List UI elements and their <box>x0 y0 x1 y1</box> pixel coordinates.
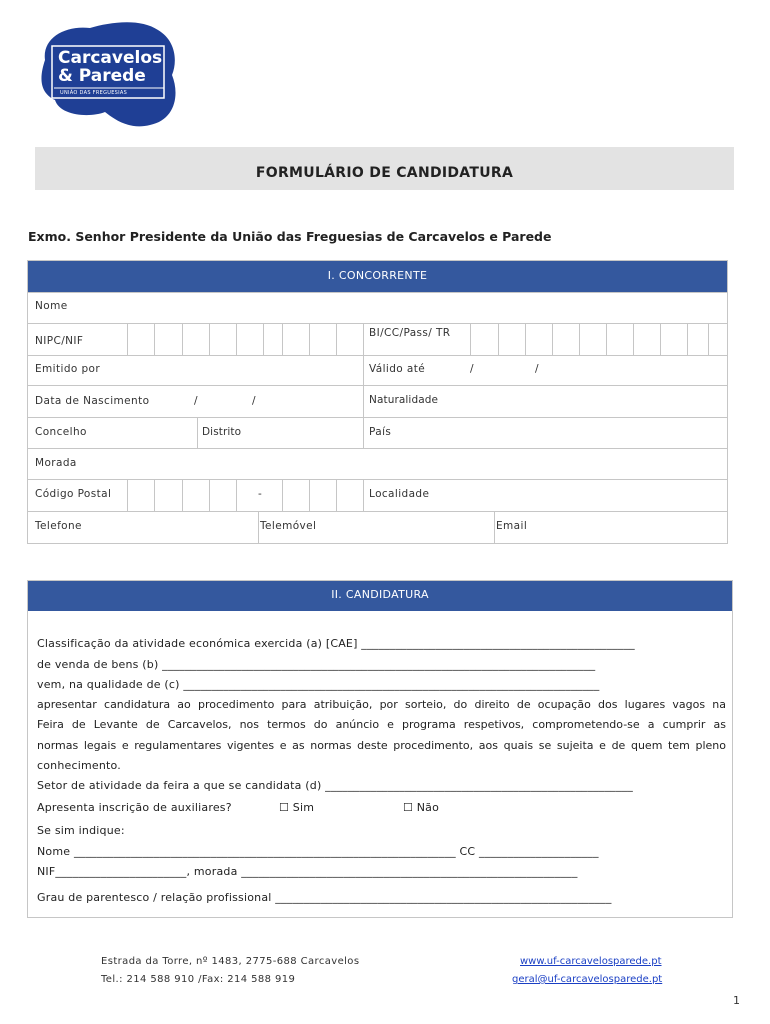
line-venda-bens[interactable]: de venda de bens (b) ____________________________________________________________________________ <box>37 658 596 671</box>
nipc-box[interactable] <box>282 324 283 356</box>
row-codigo-postal <box>28 479 727 512</box>
row-telefone <box>28 511 727 543</box>
label-pais: País <box>369 426 392 438</box>
postal-box[interactable] <box>154 480 155 512</box>
bi-box[interactable] <box>660 324 661 356</box>
postal-box[interactable] <box>127 480 128 512</box>
checkbox-sim[interactable]: ☐ Sim <box>279 801 315 814</box>
bi-box[interactable] <box>498 324 499 356</box>
postal-box[interactable] <box>236 480 237 512</box>
bi-box[interactable] <box>708 324 709 356</box>
postal-box[interactable] <box>209 480 210 512</box>
divider <box>363 386 364 418</box>
row-emitido <box>28 355 727 386</box>
divider <box>363 356 364 386</box>
postal-box[interactable] <box>363 480 364 512</box>
logo <box>30 20 180 130</box>
bi-box[interactable] <box>579 324 580 356</box>
bi-box[interactable] <box>633 324 634 356</box>
label-nipc: NIPC/NIF <box>35 335 84 347</box>
label-telefone: Telefone <box>35 520 82 532</box>
salutation: Exmo. Senhor Presidente da União das Freguesias de Carcavelos e Parede <box>28 229 552 244</box>
bi-box[interactable] <box>470 324 471 356</box>
footer-phone: Tel.: 214 588 910 /Fax: 214 588 919 <box>101 974 296 985</box>
date-slash: / <box>252 395 256 407</box>
label-codigo-postal: Código Postal <box>35 488 112 500</box>
bi-box[interactable] <box>525 324 526 356</box>
nipc-box[interactable] <box>336 324 337 356</box>
label-morada: Morada <box>35 457 77 469</box>
nipc-box[interactable] <box>263 324 264 356</box>
row-nascimento <box>28 385 727 418</box>
date-slash: / <box>194 395 198 407</box>
label-bi: BI/CC/Pass/ TR <box>369 327 451 339</box>
line-qualidade[interactable]: vem, na qualidade de (c) _________________________________________________________________________ <box>37 678 600 691</box>
paragraph-line1: apresentar candidatura ao procedimento para atribuição, por sorteio, do direito de ocupação dos lugares vagos na <box>37 698 726 711</box>
label-se-sim: Se sim indique: <box>37 824 125 837</box>
line-nif-morada[interactable]: NIF_______________________, morada ___________________________________________________________ <box>37 865 578 878</box>
page-number: 1 <box>733 994 741 1007</box>
nipc-box[interactable] <box>127 324 128 356</box>
line-setor[interactable]: Setor de atividade da feira a que se candidata (d) ______________________________________________________ <box>37 779 633 792</box>
divider <box>494 512 495 543</box>
paragraph-line4: conhecimento. <box>37 759 121 772</box>
row-nipc-bi <box>28 323 727 356</box>
bi-box[interactable] <box>606 324 607 356</box>
postal-box[interactable] <box>282 480 283 512</box>
row-nome[interactable] <box>28 292 727 324</box>
postal-box[interactable] <box>182 480 183 512</box>
nipc-box[interactable] <box>154 324 155 356</box>
postal-dash: - <box>258 488 263 500</box>
label-emitido: Emitido por <box>35 363 101 375</box>
postal-box[interactable] <box>336 480 337 512</box>
paragraph-line3: normas legais e regulamentares vigentes e as normas deste procedimento, aos quais se sujeita e de quem tem pleno <box>37 739 726 752</box>
row-morada[interactable] <box>28 448 727 480</box>
label-email: Email <box>496 520 528 532</box>
label-concelho: Concelho <box>35 426 87 438</box>
logo-line1: Carcavelos <box>58 48 163 68</box>
row-concelho <box>28 417 727 449</box>
nipc-box[interactable] <box>209 324 210 356</box>
form-title-bar <box>35 147 734 190</box>
section-concorrente-header: I. CONCORRENTE <box>28 261 727 292</box>
section-concorrente <box>27 260 728 544</box>
divider <box>258 512 259 543</box>
nipc-box[interactable] <box>236 324 237 356</box>
label-valido: Válido até <box>369 363 426 375</box>
footer-email-link[interactable]: geral@uf-carcavelosparede.pt <box>512 974 663 985</box>
date-slash: / <box>535 363 539 375</box>
bi-box[interactable] <box>552 324 553 356</box>
footer-website-link[interactable]: www.uf-carcavelosparede.pt <box>520 956 662 967</box>
line-nome-cc[interactable]: Nome ___________________________________________________________________ CC _____________________ <box>37 845 599 858</box>
nipc-box[interactable] <box>363 324 364 356</box>
bi-box[interactable] <box>687 324 688 356</box>
postal-box[interactable] <box>309 480 310 512</box>
logo-subtitle: UNIÃO DAS FREGUESIAS <box>60 90 128 96</box>
label-nascimento: Data de Nascimento <box>35 395 150 407</box>
label-localidade: Localidade <box>369 488 430 500</box>
date-slash: / <box>470 363 474 375</box>
nipc-box[interactable] <box>309 324 310 356</box>
nipc-box[interactable] <box>182 324 183 356</box>
section-candidatura-header: II. CANDIDATURA <box>28 581 732 611</box>
form-title: FORMULÁRIO DE CANDIDATURA <box>255 165 514 181</box>
label-distrito: Distrito <box>202 426 242 438</box>
line-grau-parentesco[interactable]: Grau de parentesco / relação profissional ___________________________________________________________ <box>37 891 612 904</box>
divider <box>363 418 364 449</box>
checkbox-nao[interactable]: ☐ Não <box>403 801 440 814</box>
label-nome: Nome <box>35 300 68 312</box>
label-naturalidade: Naturalidade <box>369 394 439 406</box>
label-auxiliares: Apresenta inscrição de auxiliares? <box>37 801 232 814</box>
line-cae[interactable]: Classificação da atividade económica exercida (a) [CAE] ________________________________________________ <box>37 637 635 650</box>
paragraph-line2: Feira de Levante de Carcavelos, nos termos do anúncio e programa respetivos, comprometendo-se a cumprir as <box>37 718 726 731</box>
label-telemovel: Telemóvel <box>260 520 317 532</box>
divider <box>197 418 198 449</box>
logo-line2: & Parede <box>58 66 146 86</box>
footer-address: Estrada da Torre, nº 1483, 2775-688 Carcavelos <box>101 956 360 967</box>
